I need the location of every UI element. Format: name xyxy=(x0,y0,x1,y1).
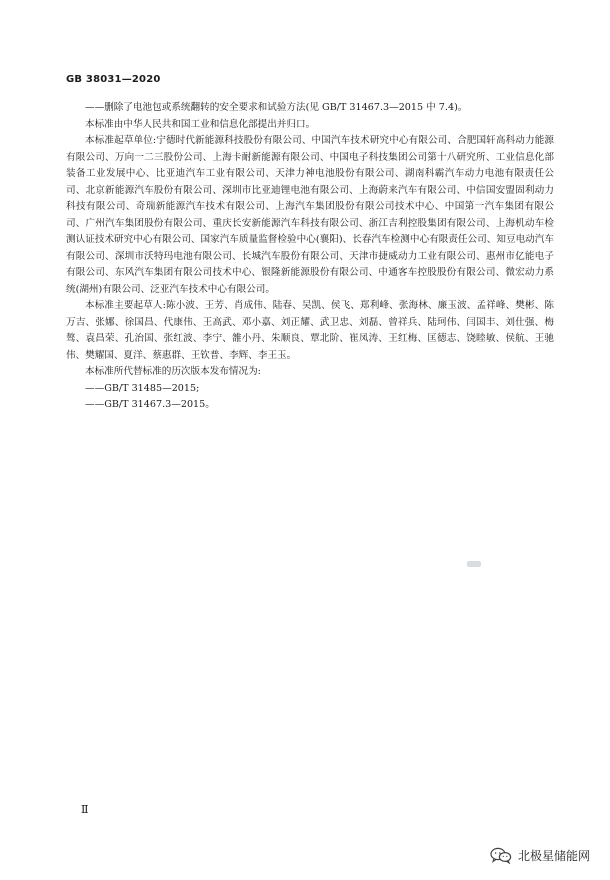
standard-number: GB 38031—2020 xyxy=(66,74,161,85)
paragraph-deletion-note: ——删除了电池包或系统翻转的安全要求和试验方法(见 GB/T 31467.3—2015 中 7.4)。 xyxy=(85,102,468,113)
faint-stamp-mark xyxy=(467,561,481,567)
page-number: Ⅱ xyxy=(81,803,89,816)
document-body xyxy=(66,100,554,414)
replaced-standard-item: ——GB/T 31467.3—2015。 xyxy=(85,399,215,410)
wechat-icon xyxy=(490,847,512,864)
watermark-text: 北极星储能网 xyxy=(517,849,590,863)
paragraph-drafters: 本标准主要起草人:陈小波、王芳、肖成伟、陆春、吴凯、侯飞、郑利峰、张海林、廉玉波、孟祥峰、樊彬、陈万吉、张娜、徐国昌、代康伟、王高武、邓小嘉、刘正耀、武卫忠、刘磊、曾祥兵、陆珂伟、闫国丰、刘仕强、梅骜、袁昌荣、孔治国、张红波、李宁、雒小丹、朱顺良、覃北阶、崔凤涛、王红梅、匡德志、饶睦敏、侯航、王驰伟、樊耀国、夏洋、蔡惠群、王钦普、李辉、李王玉。 xyxy=(66,300,554,361)
paragraph-proposer: 本标准由中华人民共和国工业和信息化部提出并归口。 xyxy=(85,118,316,130)
source-watermark xyxy=(490,847,590,864)
paragraph-replaced-versions-intro: 本标准所代替标准的历次版本发布情况为: xyxy=(85,366,261,377)
paragraph-drafting-units: 本标准起草单位:宁德时代新能源科技股份有限公司、中国汽车技术研究中心有限公司、合肥国轩高科动力能源有限公司、万向一二三股份公司、上海卡耐新能源有限公司、中国电子科技集团公司第十八研究所、工业信息化部装备工业发展中心、比亚迪汽车工业有限公司、天津力神电池股份有限公司、湖南科霸汽车动力电池有限责任公司、北京新能源汽车股份有限公司、深圳市比亚迪锂电池有限公司、上海蔚来汽车有限公司、中信国安盟固利动力科技有限公司、奇瑞新能源汽车技术有限公司、上海汽车集团股份有限公司技术中心、中国第一汽车集团有限公司、广州汽车集团股份有限公司、重庆长安新能源汽车科技有限公司、浙江吉利控股集团有限公司、上海机动车检测认证技术研究中心有限公司、国家汽车质量监督检验中心(襄阳)、长春汽车检测中心有限责任公司、知豆电动汽车有限公司、深圳市沃特玛电池有限公司、长城汽车股份有限公司、天津市捷威动力工业有限公司、惠州市亿能电子有限公司、东风汽车集团有限公司技术中心、银隆新能源股份有限公司、中通客车控股股份有限公司、微宏动力系统(湖州)有限公司、泛亚汽车技术中心有限公司。 xyxy=(66,135,554,295)
replaced-standard-item: ——GB/T 31485—2015; xyxy=(85,382,200,394)
